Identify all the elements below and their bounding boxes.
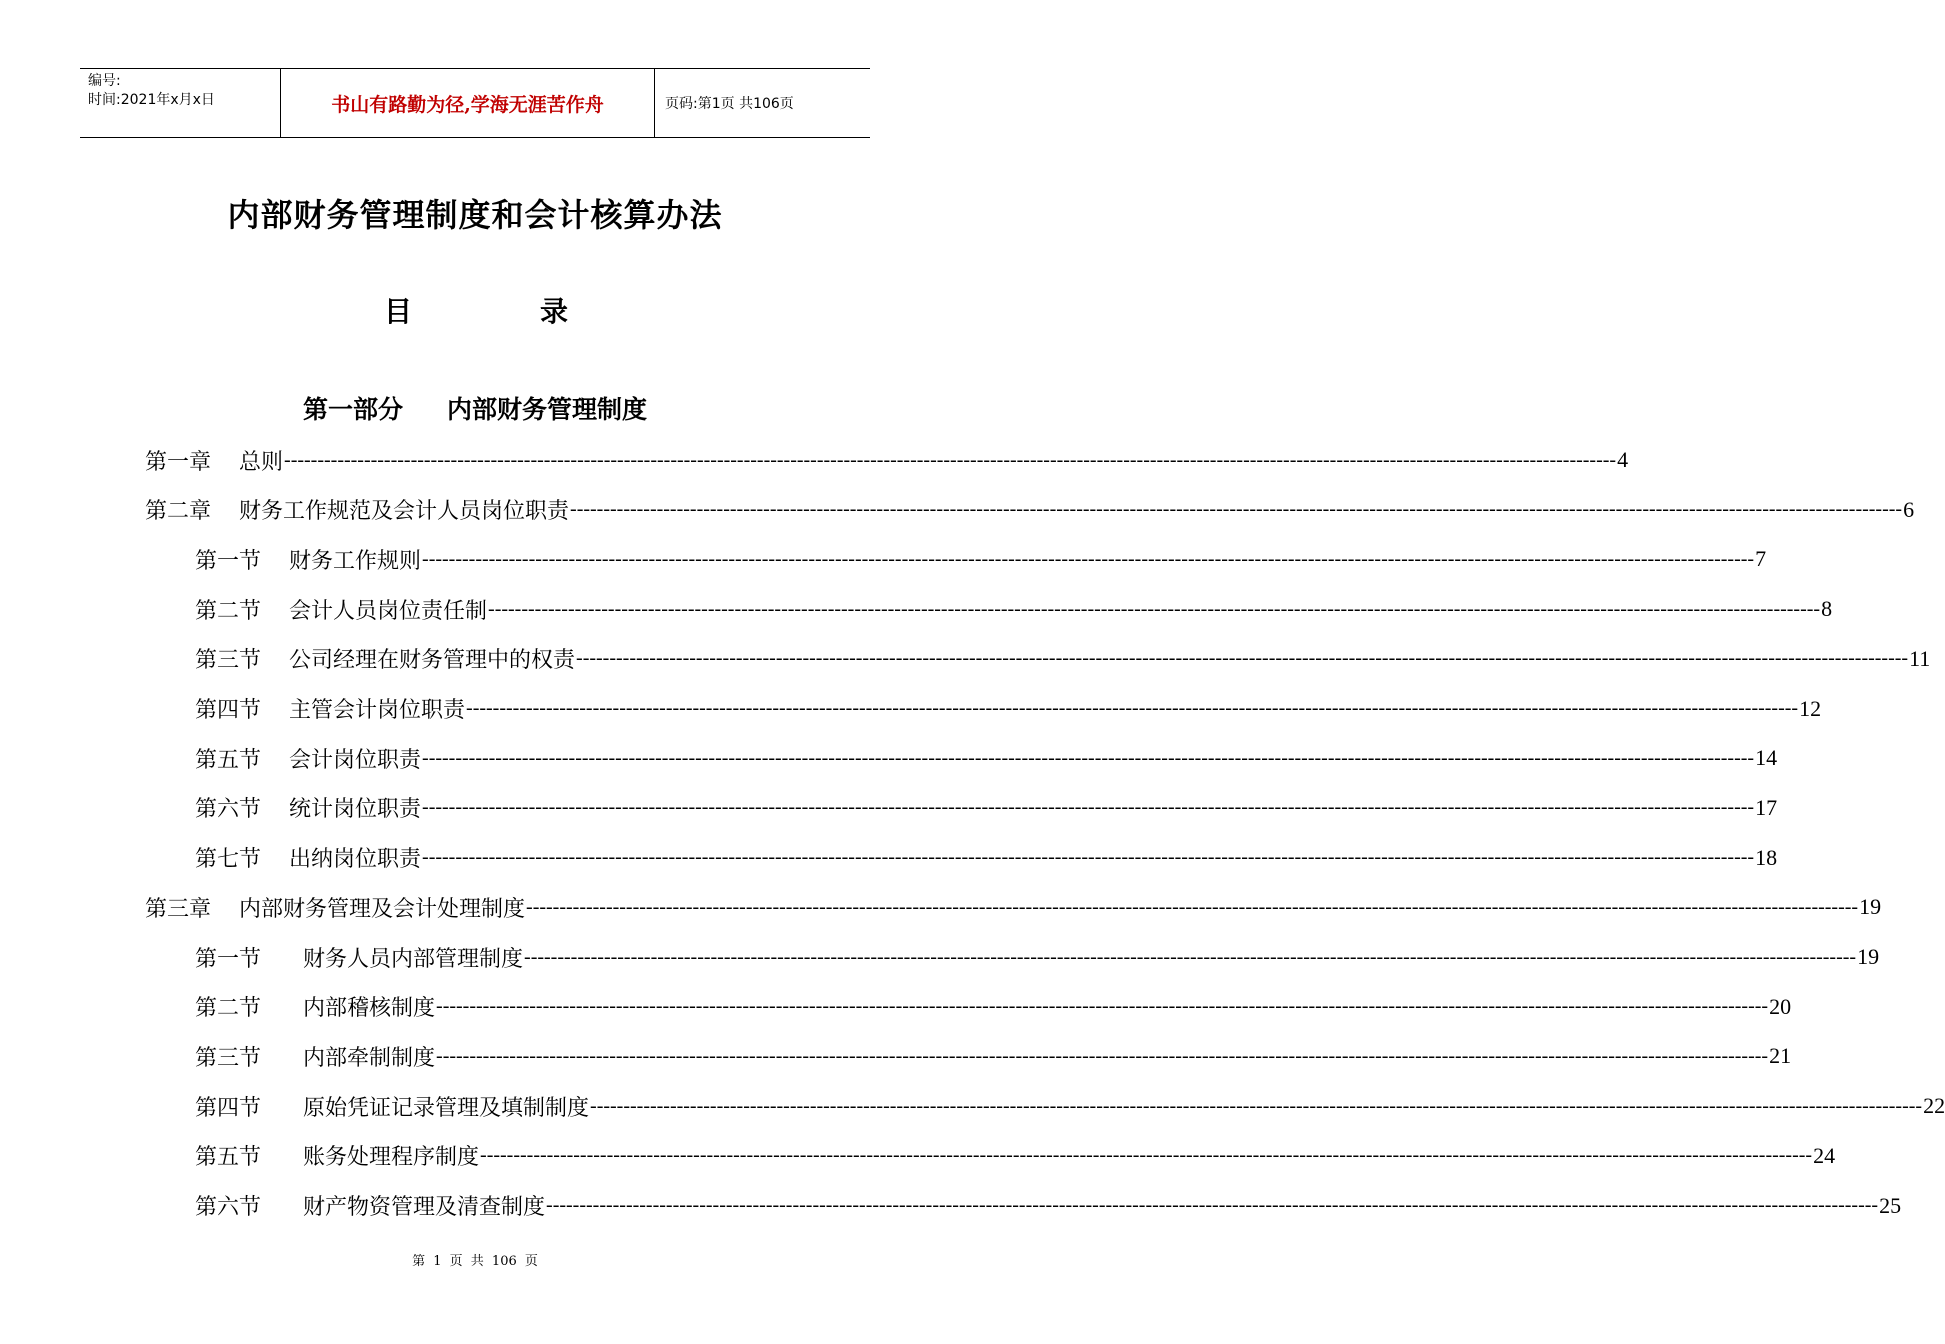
toc-entry-number: 第一章 — [145, 449, 212, 475]
toc-entry-leader: -------------------------------------------------------------------------------------------------------------------------------------------------------------------------------------------------------- — [436, 1044, 1769, 1067]
toc-entry — [195, 1034, 1792, 1078]
toc-entry-page: 19 — [1859, 894, 1882, 920]
toc-entry-leader: -------------------------------------------------------------------------------------------------------------------------------------------------------------------------------------------------------- — [524, 945, 1857, 968]
toc-entry-title: 内部牵制制度 — [303, 1045, 436, 1071]
toc-entry-number: 第六节 — [195, 797, 262, 823]
toc-entry-leader: -------------------------------------------------------------------------------------------------------------------------------------------------------------------------------------------------------- — [422, 547, 1755, 570]
toc-entry-number: 第五节 — [195, 747, 262, 773]
toc-entry-leader: -------------------------------------------------------------------------------------------------------------------------------------------------------------------------------------------------------- — [546, 1194, 1879, 1216]
toc-entry-page: 4 — [1617, 447, 1629, 472]
toc-entry-title: 公司经理在财务管理中的权责 — [289, 648, 576, 674]
toc-entry-page: 8 — [1821, 596, 1833, 622]
toc-entry-page: 19 — [1857, 944, 1880, 969]
toc-entry-number: 第五节 — [195, 1145, 262, 1171]
toc-entry-number: 第二节 — [195, 996, 262, 1022]
toc-entry — [195, 935, 1880, 979]
toc-entry-title: 内部稽核制度 — [303, 996, 436, 1022]
toc-entry-page: 21 — [1769, 1043, 1792, 1069]
page-header — [80, 68, 870, 138]
toc-entry-number: 第七节 — [195, 847, 262, 873]
toc-entry — [195, 687, 1822, 731]
toc-entry-page: 14 — [1755, 745, 1778, 771]
toc-entry-leader: -------------------------------------------------------------------------------------------------------------------------------------------------------------------------------------------------------- — [422, 846, 1755, 869]
toc-entry-leader: -------------------------------------------------------------------------------------------------------------------------------------------------------------------------------------------------------- — [488, 597, 1821, 620]
header-page-info: 页码:第1页 共106页 — [665, 96, 794, 112]
toc-entry — [195, 537, 1767, 581]
toc-entry-page: 7 — [1755, 546, 1767, 572]
toc-entry-number: 第六节 — [195, 1195, 262, 1220]
toc-entry-number: 第一节 — [195, 946, 262, 972]
toc-entry-number: 第二节 — [195, 598, 262, 624]
toc-entry-title: 总则 — [239, 449, 284, 475]
toc-entry-title: 原始凭证记录管理及填制制度 — [303, 1095, 590, 1121]
toc-entry-leader: -------------------------------------------------------------------------------------------------------------------------------------------------------------------------------------------------------- — [576, 647, 1909, 670]
toc-entry-number: 第四节 — [195, 698, 262, 723]
toc-heading-right: 录 — [540, 295, 569, 328]
toc-entry-leader: -------------------------------------------------------------------------------------------------------------------------------------------------------------------------------------------------------- — [436, 995, 1769, 1018]
toc-entry-leader: -------------------------------------------------------------------------------------------------------------------------------------------------------------------------------------------------------- — [284, 448, 1617, 471]
toc-heading — [0, 290, 950, 330]
toc-entry — [195, 985, 1792, 1029]
toc-entry-leader: -------------------------------------------------------------------------------------------------------------------------------------------------------------------------------------------------------- — [480, 1144, 1813, 1167]
toc-entry — [195, 836, 1778, 880]
toc-entry-title: 内部财务管理及会计处理制度 — [239, 896, 526, 922]
toc-entry-number: 第三节 — [195, 648, 262, 674]
toc-entry — [195, 1084, 1945, 1128]
toc-entry — [145, 438, 1629, 482]
toc-entry — [195, 736, 1778, 780]
toc-entry-leader: -------------------------------------------------------------------------------------------------------------------------------------------------------------------------------------------------------- — [422, 746, 1755, 769]
toc-entry-title: 财务工作规则 — [289, 548, 422, 574]
toc-entry-leader: -------------------------------------------------------------------------------------------------------------------------------------------------------------------------------------------------------- — [466, 697, 1799, 719]
toc-entry-leader: -------------------------------------------------------------------------------------------------------------------------------------------------------------------------------------------------------- — [422, 796, 1755, 819]
toc-entry-page: 6 — [1903, 496, 1915, 522]
toc-entry-title: 会计人员岗位责任制 — [289, 598, 488, 624]
part-title: 内部财务管理制度 — [447, 395, 648, 424]
toc-entry-title: 出纳岗位职责 — [289, 847, 422, 873]
toc-entry-title: 财产物资管理及清查制度 — [303, 1195, 546, 1220]
toc-entry-number: 第三节 — [195, 1045, 262, 1071]
part-heading — [0, 390, 950, 426]
toc-entry-title: 账务处理程序制度 — [303, 1145, 480, 1171]
document-title: 内部财务管理制度和会计核算办法 — [227, 196, 723, 234]
toc-entry-leader: -------------------------------------------------------------------------------------------------------------------------------------------------------------------------------------------------------- — [570, 498, 1903, 521]
toc-entry-page: 11 — [1909, 645, 1931, 671]
toc-entry-number: 第一节 — [195, 548, 262, 574]
toc-entry — [195, 587, 1833, 631]
toc-entry-title: 会计岗位职责 — [289, 747, 422, 773]
header-meta — [80, 69, 281, 137]
toc-entry-number: 第三章 — [145, 896, 212, 922]
toc-entry-leader: -------------------------------------------------------------------------------------------------------------------------------------------------------------------------------------------------------- — [590, 1094, 1923, 1117]
toc-entry-page: 25 — [1879, 1192, 1902, 1218]
toc-entry-page: 17 — [1755, 794, 1778, 820]
toc-entry — [195, 1134, 1836, 1178]
toc-entry-title: 主管会计岗位职责 — [289, 698, 466, 723]
toc-entry-page: 24 — [1813, 1142, 1836, 1168]
document-time-label: 时间:2021年x月x日 — [88, 92, 215, 108]
document-number-label: 编号: — [88, 73, 121, 89]
toc-entry-page: 12 — [1799, 695, 1822, 721]
toc-entry — [145, 885, 1882, 929]
toc-entry-number: 第四节 — [195, 1095, 262, 1121]
header-motto: 书山有路勤为径,学海无涯苦作舟 — [281, 69, 655, 137]
toc-entry-page: 20 — [1769, 993, 1792, 1019]
part-label: 第一部分 — [302, 395, 403, 424]
toc-entry-title: 财务工作规范及会计人员岗位职责 — [239, 499, 570, 525]
toc-entry — [195, 637, 1931, 681]
toc-entry-page: 18 — [1755, 844, 1778, 870]
toc-entry-page: 22 — [1923, 1093, 1945, 1119]
toc-entry — [195, 786, 1778, 830]
toc-entry-leader: -------------------------------------------------------------------------------------------------------------------------------------------------------------------------------------------------------- — [526, 895, 1859, 918]
toc-entry-title: 财务人员内部管理制度 — [303, 946, 524, 972]
toc-entry-title: 统计岗位职责 — [289, 797, 422, 823]
page-footer: 第 1 页 共 106 页 — [412, 1254, 538, 1269]
toc-heading-left: 目 — [384, 295, 413, 328]
toc-entry-number: 第二章 — [145, 499, 212, 525]
toc-entry — [195, 1184, 1902, 1228]
toc-entry — [145, 488, 1915, 532]
